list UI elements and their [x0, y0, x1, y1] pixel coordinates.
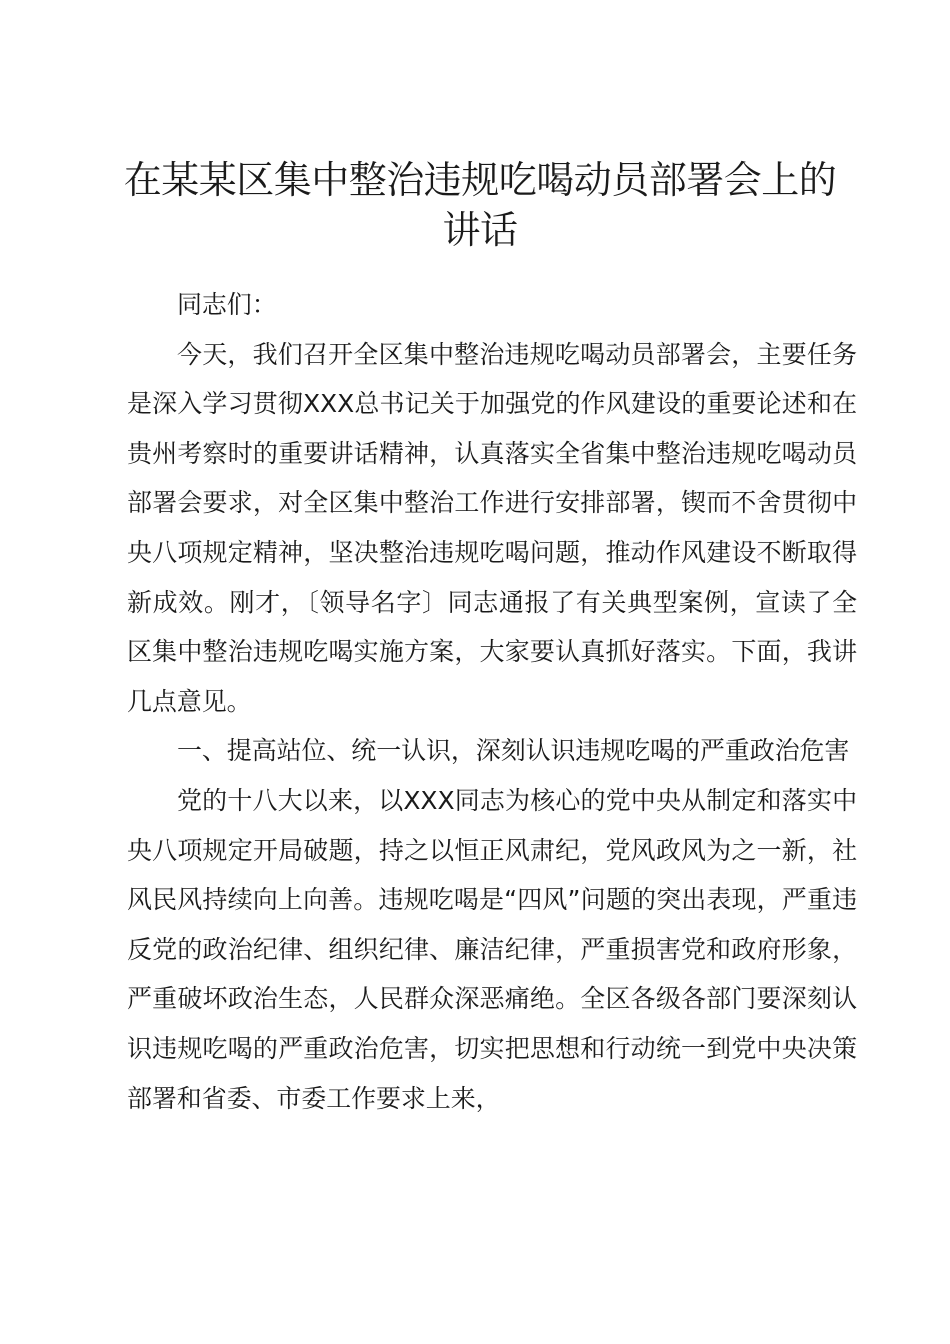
document-body	[127, 280, 857, 1123]
paragraph-section-1: 党的十八大以来，以XXX同志为核心的党中央从制定和落实中央八项规定开局破题，持之以恒正风肃纪，党风政风为之一新，社风民风持续向上向善。违规吃喝是“四风”问题的突出表现，严重违反党的政治纪律、组织纪律、廉洁纪律，严重损害党和政府形象，严重破坏政治生态，人民群众深恶痛绝。全区各级各部门要深刻认识违规吃喝的严重政治危害，切实把思想和行动统一到党中央决策部署和省委、市委工作要求上来，	[127, 785, 857, 1113]
section-heading-1: 一、提高站位、统一认识，深刻认识违规吃喝的严重政治危害	[177, 736, 850, 766]
salutation: 同志们：	[177, 290, 277, 319]
paragraph-intro: 今天，我们召开全区集中整治违规吃喝动员部署会，主要任务是深入学习贯彻XXX总书记关于加强党的作风建设的重要论述和在贵州考察时的重要讲话精神，认真落实全省集中整治违规吃喝动员部署会要求，对全区集中整治工作进行安排部署，锲而不舍贯彻中央八项规定精神，坚决整治违规吃喝问题，推动作风建设不断取得新成效。刚才，〔领导名字〕同志通报了有关典型案例，宣读了全区集中整治违规吃喝实施方案，大家要认真抓好落实。下面，我讲几点意见。	[127, 339, 857, 716]
document-title: 在某某区集中整治违规吃喝动员部署会上的讲话	[123, 158, 837, 252]
